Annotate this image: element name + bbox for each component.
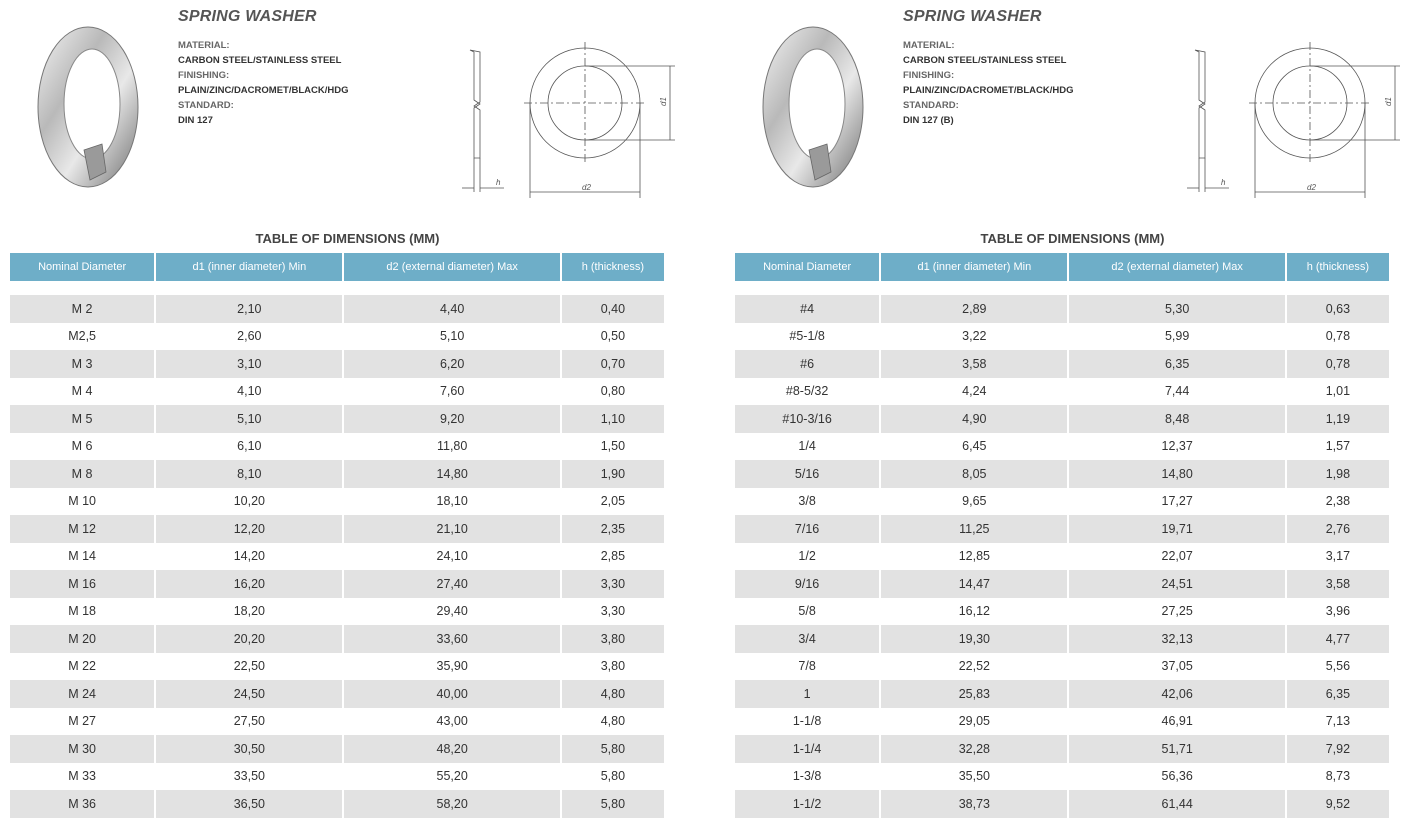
table-row — [735, 570, 1389, 598]
drawing-label-d1: d1 — [659, 97, 668, 106]
cell-nominal-diameter: M 14 — [10, 543, 154, 571]
cell-inner-diameter: 8,10 — [156, 460, 342, 488]
cell-external-diameter: 7,60 — [344, 378, 559, 406]
spec-finishing-label: FINISHING: — [178, 70, 230, 81]
cell-nominal-diameter: 1-1/8 — [735, 708, 879, 736]
cell-inner-diameter: 35,50 — [881, 763, 1067, 791]
drawing-label-d2: d2 — [582, 183, 591, 192]
table-row — [735, 708, 1389, 736]
cell-external-diameter: 17,27 — [1069, 488, 1284, 516]
cell-inner-diameter: 2,89 — [881, 295, 1067, 323]
cell-inner-diameter: 22,50 — [156, 653, 342, 681]
cell-external-diameter: 5,99 — [1069, 323, 1284, 351]
cell-inner-diameter: 16,12 — [881, 598, 1067, 626]
cell-nominal-diameter: M 5 — [10, 405, 154, 433]
table-row — [10, 708, 664, 736]
cell-inner-diameter: 11,25 — [881, 515, 1067, 543]
cell-thickness: 0,40 — [562, 295, 664, 323]
cell-inner-diameter: 36,50 — [156, 790, 342, 818]
cell-nominal-diameter: M 2 — [10, 295, 154, 323]
cell-thickness: 7,13 — [1287, 708, 1389, 736]
cell-thickness: 6,35 — [1287, 680, 1389, 708]
table-row — [735, 460, 1389, 488]
cell-nominal-diameter: 1-1/2 — [735, 790, 879, 818]
cell-nominal-diameter: 1-3/8 — [735, 763, 879, 791]
cell-inner-diameter: 33,50 — [156, 763, 342, 791]
cell-external-diameter: 5,30 — [1069, 295, 1284, 323]
table-row — [735, 735, 1389, 763]
washer-photo — [32, 22, 144, 192]
cell-external-diameter: 12,37 — [1069, 433, 1284, 461]
table-row — [735, 790, 1389, 818]
cell-nominal-diameter: M 20 — [10, 625, 154, 653]
cell-nominal-diameter: 1-1/4 — [735, 735, 879, 763]
cell-inner-diameter: 24,50 — [156, 680, 342, 708]
cell-external-diameter: 51,71 — [1069, 735, 1284, 763]
cell-inner-diameter: 3,58 — [881, 350, 1067, 378]
cell-external-diameter: 37,05 — [1069, 653, 1284, 681]
cell-external-diameter: 11,80 — [344, 433, 559, 461]
cell-thickness: 4,80 — [562, 680, 664, 708]
technical-drawing — [1165, 40, 1395, 200]
cell-inner-diameter: 6,10 — [156, 433, 342, 461]
washer-photo — [757, 22, 869, 192]
cell-inner-diameter: 18,20 — [156, 598, 342, 626]
table-row — [735, 598, 1389, 626]
cell-nominal-diameter: 5/8 — [735, 598, 879, 626]
cell-external-diameter: 42,06 — [1069, 680, 1284, 708]
cell-external-diameter: 14,80 — [1069, 460, 1284, 488]
cell-thickness: 5,80 — [562, 790, 664, 818]
cell-inner-diameter: 14,47 — [881, 570, 1067, 598]
drawing-label-h: h — [1221, 178, 1226, 187]
cell-external-diameter: 35,90 — [344, 653, 559, 681]
cell-external-diameter: 58,20 — [344, 790, 559, 818]
dimensions-table — [8, 253, 666, 818]
product-panel — [735, 0, 1395, 835]
cell-thickness: 0,70 — [562, 350, 664, 378]
spec-finishing-value: PLAIN/ZINC/DACROMET/BLACK/HDG — [903, 85, 1074, 96]
cell-inner-diameter: 12,20 — [156, 515, 342, 543]
cell-external-diameter: 48,20 — [344, 735, 559, 763]
cell-thickness: 3,80 — [562, 653, 664, 681]
cell-nominal-diameter: #10-3/16 — [735, 405, 879, 433]
cell-external-diameter: 6,20 — [344, 350, 559, 378]
header-external-diameter: d2 (external diameter) Max — [1069, 253, 1284, 281]
cell-nominal-diameter: M 16 — [10, 570, 154, 598]
cell-inner-diameter: 10,20 — [156, 488, 342, 516]
cell-nominal-diameter: M 12 — [10, 515, 154, 543]
cell-thickness: 0,63 — [1287, 295, 1389, 323]
cell-nominal-diameter: M 24 — [10, 680, 154, 708]
table-row — [10, 543, 664, 571]
cell-thickness: 2,76 — [1287, 515, 1389, 543]
header-thickness: h (thickness) — [1287, 253, 1389, 281]
cell-inner-diameter: 2,10 — [156, 295, 342, 323]
table-body — [10, 281, 664, 818]
cell-nominal-diameter: M 3 — [10, 350, 154, 378]
cell-inner-diameter: 6,45 — [881, 433, 1067, 461]
table-row — [735, 543, 1389, 571]
cell-nominal-diameter: M 10 — [10, 488, 154, 516]
cell-nominal-diameter: M 6 — [10, 433, 154, 461]
cell-external-diameter: 27,25 — [1069, 598, 1284, 626]
table-row — [10, 378, 664, 406]
cell-external-diameter: 18,10 — [344, 488, 559, 516]
cell-nominal-diameter: #8-5/32 — [735, 378, 879, 406]
cell-thickness: 5,80 — [562, 735, 664, 763]
table-row — [735, 378, 1389, 406]
cell-external-diameter: 22,07 — [1069, 543, 1284, 571]
cell-nominal-diameter: 7/8 — [735, 653, 879, 681]
cell-external-diameter: 24,10 — [344, 543, 559, 571]
cell-inner-diameter: 25,83 — [881, 680, 1067, 708]
cell-thickness: 5,56 — [1287, 653, 1389, 681]
cell-nominal-diameter: 1/2 — [735, 543, 879, 571]
cell-nominal-diameter: 1 — [735, 680, 879, 708]
spec-list — [178, 38, 348, 128]
cell-external-diameter: 40,00 — [344, 680, 559, 708]
table-row — [735, 405, 1389, 433]
drawing-label-h: h — [496, 178, 501, 187]
product-title: SPRING WASHER — [178, 8, 317, 25]
cell-thickness: 4,77 — [1287, 625, 1389, 653]
spec-finishing-label: FINISHING: — [903, 70, 955, 81]
cell-thickness: 7,92 — [1287, 735, 1389, 763]
cell-thickness: 2,05 — [562, 488, 664, 516]
cell-external-diameter: 27,40 — [344, 570, 559, 598]
cell-thickness: 1,50 — [562, 433, 664, 461]
spec-material-value: CARBON STEEL/STAINLESS STEEL — [903, 55, 1067, 66]
cell-inner-diameter: 27,50 — [156, 708, 342, 736]
cell-thickness: 0,80 — [562, 378, 664, 406]
cell-inner-diameter: 16,20 — [156, 570, 342, 598]
technical-drawing — [440, 40, 670, 200]
cell-nominal-diameter: #5-1/8 — [735, 323, 879, 351]
cell-inner-diameter: 20,20 — [156, 625, 342, 653]
spec-standard-value: DIN 127 (B) — [903, 115, 954, 126]
spec-standard-label: STANDARD: — [178, 100, 234, 111]
cell-nominal-diameter: 5/16 — [735, 460, 879, 488]
table-row — [735, 488, 1389, 516]
table-row — [735, 295, 1389, 323]
spec-material-label: MATERIAL: — [903, 40, 955, 51]
table-row — [10, 405, 664, 433]
cell-nominal-diameter: 1/4 — [735, 433, 879, 461]
cell-thickness: 9,52 — [1287, 790, 1389, 818]
header-nominal-diameter: Nominal Diameter — [10, 253, 154, 281]
table-spacer-row — [10, 281, 664, 295]
cell-thickness: 3,96 — [1287, 598, 1389, 626]
cell-nominal-diameter: M 22 — [10, 653, 154, 681]
spec-material-label: MATERIAL: — [178, 40, 230, 51]
cell-inner-diameter: 5,10 — [156, 405, 342, 433]
cell-external-diameter: 33,60 — [344, 625, 559, 653]
cell-inner-diameter: 3,22 — [881, 323, 1067, 351]
cell-external-diameter: 24,51 — [1069, 570, 1284, 598]
table-row — [10, 790, 664, 818]
table-spacer-row — [735, 281, 1389, 295]
cell-inner-diameter: 32,28 — [881, 735, 1067, 763]
table-row — [10, 598, 664, 626]
cell-inner-diameter: 9,65 — [881, 488, 1067, 516]
table-row — [10, 653, 664, 681]
cell-thickness: 0,50 — [562, 323, 664, 351]
cell-thickness: 4,80 — [562, 708, 664, 736]
table-title: TABLE OF DIMENSIONS (MM) — [255, 231, 440, 246]
cell-inner-diameter: 4,24 — [881, 378, 1067, 406]
table-row — [10, 350, 664, 378]
table-row — [10, 295, 664, 323]
table-row — [10, 735, 664, 763]
header-thickness: h (thickness) — [562, 253, 664, 281]
cell-external-diameter: 21,10 — [344, 515, 559, 543]
table-body — [735, 281, 1389, 818]
drawing-label-d2: d2 — [1307, 183, 1316, 192]
cell-thickness: 3,30 — [562, 570, 664, 598]
table-row — [735, 625, 1389, 653]
cell-inner-diameter: 22,52 — [881, 653, 1067, 681]
cell-external-diameter: 4,40 — [344, 295, 559, 323]
cell-nominal-diameter: M 27 — [10, 708, 154, 736]
table-row — [735, 515, 1389, 543]
cell-thickness: 0,78 — [1287, 323, 1389, 351]
cell-thickness: 3,80 — [562, 625, 664, 653]
cell-inner-diameter: 14,20 — [156, 543, 342, 571]
spec-standard-value: DIN 127 — [178, 115, 213, 126]
cell-external-diameter: 14,80 — [344, 460, 559, 488]
cell-external-diameter: 56,36 — [1069, 763, 1284, 791]
table-row — [10, 763, 664, 791]
cell-thickness: 1,57 — [1287, 433, 1389, 461]
cell-inner-diameter: 8,05 — [881, 460, 1067, 488]
table-row — [735, 323, 1389, 351]
cell-external-diameter: 5,10 — [344, 323, 559, 351]
cell-inner-diameter: 4,10 — [156, 378, 342, 406]
dimensions-table — [733, 253, 1391, 818]
table-row — [735, 680, 1389, 708]
header-inner-diameter: d1 (inner diameter) Min — [881, 253, 1067, 281]
table-row — [10, 625, 664, 653]
cell-thickness: 3,17 — [1287, 543, 1389, 571]
cell-inner-diameter: 4,90 — [881, 405, 1067, 433]
header-inner-diameter: d1 (inner diameter) Min — [156, 253, 342, 281]
table-header-row — [735, 253, 1389, 281]
table-row — [10, 488, 664, 516]
table-row — [735, 433, 1389, 461]
header-external-diameter: d2 (external diameter) Max — [344, 253, 559, 281]
cell-nominal-diameter: 7/16 — [735, 515, 879, 543]
table-row — [10, 323, 664, 351]
cell-thickness: 2,85 — [562, 543, 664, 571]
cell-external-diameter: 6,35 — [1069, 350, 1284, 378]
spec-list — [903, 38, 1073, 128]
cell-inner-diameter: 29,05 — [881, 708, 1067, 736]
cell-inner-diameter: 38,73 — [881, 790, 1067, 818]
drawing-label-d1: d1 — [1384, 97, 1393, 106]
cell-thickness: 5,80 — [562, 763, 664, 791]
table-row — [735, 763, 1389, 791]
cell-thickness: 3,58 — [1287, 570, 1389, 598]
table-row — [10, 570, 664, 598]
cell-nominal-diameter: M 36 — [10, 790, 154, 818]
cell-external-diameter: 19,71 — [1069, 515, 1284, 543]
spec-material-value: CARBON STEEL/STAINLESS STEEL — [178, 55, 342, 66]
table-row — [10, 680, 664, 708]
cell-nominal-diameter: M2,5 — [10, 323, 154, 351]
cell-external-diameter: 7,44 — [1069, 378, 1284, 406]
spec-finishing-value: PLAIN/ZINC/DACROMET/BLACK/HDG — [178, 85, 349, 96]
cell-inner-diameter: 3,10 — [156, 350, 342, 378]
cell-thickness: 3,30 — [562, 598, 664, 626]
cell-nominal-diameter: #6 — [735, 350, 879, 378]
cell-nominal-diameter: M 33 — [10, 763, 154, 791]
table-row — [735, 350, 1389, 378]
cell-thickness: 1,90 — [562, 460, 664, 488]
cell-external-diameter: 8,48 — [1069, 405, 1284, 433]
cell-thickness: 0,78 — [1287, 350, 1389, 378]
cell-thickness: 1,10 — [562, 405, 664, 433]
cell-external-diameter: 61,44 — [1069, 790, 1284, 818]
cell-nominal-diameter: M 18 — [10, 598, 154, 626]
cell-nominal-diameter: M 30 — [10, 735, 154, 763]
cell-nominal-diameter: M 8 — [10, 460, 154, 488]
cell-external-diameter: 43,00 — [344, 708, 559, 736]
table-row — [10, 433, 664, 461]
table-header-row — [10, 253, 664, 281]
product-panel — [10, 0, 670, 835]
cell-thickness: 2,38 — [1287, 488, 1389, 516]
cell-nominal-diameter: 9/16 — [735, 570, 879, 598]
cell-inner-diameter: 12,85 — [881, 543, 1067, 571]
spec-standard-label: STANDARD: — [903, 100, 959, 111]
cell-thickness: 2,35 — [562, 515, 664, 543]
cell-thickness: 1,19 — [1287, 405, 1389, 433]
cell-inner-diameter: 2,60 — [156, 323, 342, 351]
table-row — [735, 653, 1389, 681]
cell-inner-diameter: 30,50 — [156, 735, 342, 763]
cell-nominal-diameter: 3/8 — [735, 488, 879, 516]
cell-external-diameter: 55,20 — [344, 763, 559, 791]
table-title: TABLE OF DIMENSIONS (MM) — [980, 231, 1165, 246]
cell-external-diameter: 32,13 — [1069, 625, 1284, 653]
header-nominal-diameter: Nominal Diameter — [735, 253, 879, 281]
cell-external-diameter: 46,91 — [1069, 708, 1284, 736]
cell-external-diameter: 29,40 — [344, 598, 559, 626]
table-row — [10, 460, 664, 488]
table-row — [10, 515, 664, 543]
cell-nominal-diameter: 3/4 — [735, 625, 879, 653]
cell-nominal-diameter: M 4 — [10, 378, 154, 406]
cell-inner-diameter: 19,30 — [881, 625, 1067, 653]
cell-thickness: 1,01 — [1287, 378, 1389, 406]
product-title: SPRING WASHER — [903, 8, 1042, 25]
cell-thickness: 1,98 — [1287, 460, 1389, 488]
cell-external-diameter: 9,20 — [344, 405, 559, 433]
cell-nominal-diameter: #4 — [735, 295, 879, 323]
cell-thickness: 8,73 — [1287, 763, 1389, 791]
